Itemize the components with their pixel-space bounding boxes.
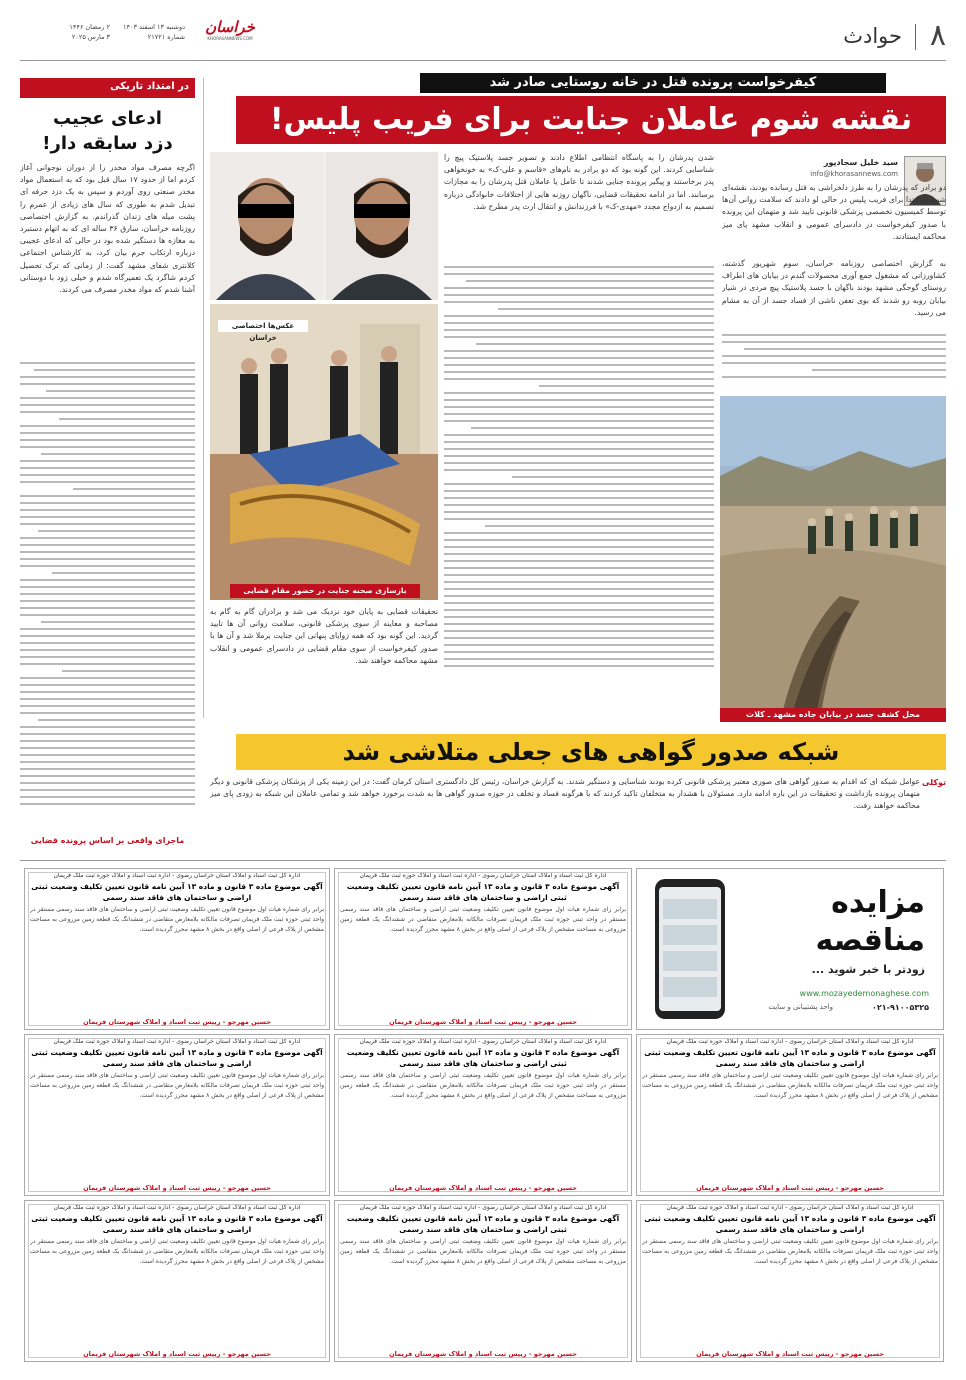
notice-title: آگهی موضوع ماده ۳ قانون و ماده ۱۳ آیین نامه قانون تعیین تکلیف وضعیت ثبتی اراضی و ساختمان های فاقد سند رسمی	[346, 882, 620, 902]
notice-title: آگهی موضوع ماده ۳ قانون و ماده ۱۳ آیین نامه قانون تعیین تکلیف وضعیت ثبتی اراضی و ساختمان های فاقد سند رسمی	[644, 1048, 936, 1068]
sidebar-text: اگرچه مصرف مواد مخدر را از دوران نوجوانی آغاز کردم اما از حدود ۱۷ سال قبل بود که به استعمال مواد مخدر صنعتی روی آوردم و سپس به یک دزد حرفه ای تبدیل شدم به طوری که سال های زیادی از عمرم را پشت میله های زندان گذراندم. به گزارش اختصاصی روزنامه خراسان، سارق ۳۶ ساله ای که به اتهام دستبرد به مغازه ها دستگیر شده بود در حالی که ادعای عجیبی درباره ارتکاب جرم بیان کرد، به کارشناس اجتماعی کلانتری شفای مشهد گفت: از زمانی که ترک تحصیل کردم شاگرد یک تعمیرگاه شدم و خیلی زود با دوستانی آشنا شدم که مواد مخدر مصرف می کردند.	[20, 163, 195, 295]
phone-mockup	[655, 879, 725, 1019]
author-email: info@khorasannews.com	[810, 170, 898, 178]
promo-slogan: زودتر با خبر شوید ...	[811, 963, 925, 976]
second-text: عوامل شبکه ای که اقدام به صدور گواهی های صوری معتبر پزشکی قانونی کرده بودند شناسایی و دستگیر شدند. به گزارش خراسان، رئیس کل دادگستری استان کرمان گفت: در این زمینه یکی از پزشکان پزشکی قانونی و دیگر متهمان پرونده بازداشت و تحقیقات در این باره ادامه دارد. مسئولان با هشدار به متخلفان تاکید کردند که با هرگونه فساد و تخلف در حوزه صدور گواهی ها به شدت برخورد خواهد شد و تمامی عاملان این شبکه به زودی پای میز محاکمه خواهند رفت.	[210, 777, 920, 811]
ads-rule	[20, 860, 946, 861]
suspects-photo	[210, 152, 438, 300]
sidebar	[20, 78, 195, 868]
notice-frame	[640, 1204, 940, 1358]
second-headline: شبکه صدور گواهی های جعلی متلاشی شد	[342, 738, 840, 766]
notice-body: برابر رای شماره هیات اول موضوع قانون تعیین تکلیف وضعیت ثبتی اراضی و ساختمان های فاقد سند رسمی مستقر در واحد ثبتی حوزه ثبت ملک فریمان تصرفات مالکانه بلامعارض متقاضی در ششدانگ یک قطعه زمین مزروعی به مساحت مشخص از پلاک فرعی از اصلی واقع در بخش ۸ مشهد محرز گردیده است.	[30, 1072, 324, 1099]
notice-sign: حسین مهرجو - رییس ثبت اسناد و املاک شهرستان فریمان	[389, 1184, 577, 1192]
notice-head: اداره کل ثبت اسناد و املاک استان خراسان رضوی - اداره ثبت اسناد و املاک حوزه ثبت ملک فریمان	[666, 1038, 914, 1045]
photo-credit: عکس‌ها اختصاصی خراسان	[218, 320, 308, 332]
brand-site: KHORASANNEWS.COM	[207, 36, 253, 41]
notice-head: اداره کل ثبت اسناد و املاک استان خراسان رضوی - اداره ثبت اسناد و املاک حوزه ثبت ملک فریمان	[666, 1204, 914, 1211]
brand-logo	[190, 18, 270, 41]
sidebar-headline-1: ادعای عجیب	[53, 108, 162, 129]
notice-ad[interactable]	[636, 1034, 944, 1196]
notice-frame	[28, 1038, 326, 1192]
notice-title: آگهی موضوع ماده ۳ قانون و ماده ۱۳ آیین نامه قانون تعیین تکلیف وضعیت ثبتی اراضی و ساختمان های فاقد سند رسمی	[31, 1048, 323, 1068]
notice-head: اداره کل ثبت اسناد و املاک استان خراسان رضوی - اداره ثبت اسناد و املاک حوزه ثبت ملک فریمان	[53, 1038, 301, 1045]
scene-photo-caption: بازسازی صحنه جنایت در حضور مقام قضایی	[230, 584, 420, 598]
notice-ad[interactable]	[24, 1034, 330, 1196]
notice-frame	[28, 1204, 326, 1358]
notice-head: اداره کل ثبت اسناد و املاک استان خراسان رضوی - اداره ثبت اسناد و املاک حوزه ثبت ملک فریمان	[359, 1038, 607, 1045]
notice-title: آگهی موضوع ماده ۳ قانون و ماده ۱۳ آیین نامه قانون تعیین تکلیف وضعیت ثبتی اراضی و ساختمان های فاقد سند رسمی	[31, 882, 323, 902]
notice-frame	[28, 872, 326, 1026]
page-number: ۸	[929, 18, 946, 53]
date-hijri: ۲ رمضان ۱۴۴۶	[69, 23, 110, 31]
notice-body: برابر رای شماره هیات اول موضوع قانون تعیین تکلیف وضعیت ثبتی اراضی و ساختمان های فاقد سند رسمی مستقر در واحد ثبتی حوزه ثبت ملک فریمان تصرفات مالکانه بلامعارض متقاضی در ششدانگ یک قطعه زمین مزروعی به مساحت مشخص از پلاک فرعی از اصلی واقع در بخش ۸ مشهد محرز گردیده است.	[340, 1238, 626, 1265]
notice-title: آگهی موضوع ماده ۳ قانون و ماده ۱۳ آیین نامه قانون تعیین تکلیف وضعیت ثبتی اراضی و ساختمان های فاقد سند رسمی	[31, 1214, 323, 1234]
notice-head: اداره کل ثبت اسناد و املاک استان خراسان رضوی - اداره ثبت اسناد و املاک حوزه ثبت ملک فریمان	[53, 1204, 301, 1211]
notice-body: برابر رای شماره هیات اول موضوع قانون تعیین تکلیف وضعیت ثبتی اراضی و ساختمان های فاقد سند رسمی مستقر در واحد ثبتی حوزه ثبت ملک فریمان تصرفات مالکانه بلامعارض متقاضی در ششدانگ یک قطعه زمین مزروعی به مساحت مشخص از پلاک فرعی از اصلی واقع در بخش ۸ مشهد محرز گردیده است.	[340, 906, 626, 933]
notice-body: برابر رای شماره هیات اول موضوع قانون تعیین تکلیف وضعیت ثبتی اراضی و ساختمان های فاقد سند رسمی مستقر در واحد ثبتی حوزه ثبت ملک فریمان تصرفات مالکانه بلامعارض متقاضی در ششدانگ یک قطعه زمین مزروعی به مساحت مشخص از پلاک فرعی از اصلی واقع در بخش ۸ مشهد محرز گردیده است.	[30, 1238, 324, 1265]
notice-frame	[338, 1204, 628, 1358]
notice-body: برابر رای شماره هیات اول موضوع قانون تعیین تکلیف وضعیت ثبتی اراضی و ساختمان های فاقد سند رسمی مستقر در واحد ثبتی حوزه ثبت ملک فریمان تصرفات مالکانه بلامعارض متقاضی در ششدانگ یک قطعه زمین مزروعی به مساحت مشخص از پلاک فرعی از اصلی واقع در بخش ۸ مشهد محرز گردیده است.	[30, 906, 324, 933]
promo-title-2: مناقصه	[815, 923, 925, 958]
notice-ad[interactable]	[24, 1200, 330, 1362]
author-name: سید خلیل سجادپور	[823, 158, 898, 167]
date-block	[115, 22, 185, 42]
notice-ad[interactable]	[334, 1034, 632, 1196]
notice-head: اداره کل ثبت اسناد و املاک استان خراسان رضوی - اداره ثبت اسناد و املاک حوزه ثبت ملک فریمان	[359, 1204, 607, 1211]
notice-frame	[338, 1038, 628, 1192]
promo-support: واحد پشتیبانی و سایت	[768, 1003, 833, 1011]
notice-sign: حسین مهرجو - رییس ثبت اسناد و املاک شهرستان فریمان	[389, 1350, 577, 1358]
sidebar-kicker: در امتداد تاریکی	[20, 78, 195, 98]
notice-title: آگهی موضوع ماده ۳ قانون و ماده ۱۳ آیین نامه قانون تعیین تکلیف وضعیت ثبتی اراضی و ساختمان های فاقد سند رسمی	[346, 1214, 620, 1234]
notice-sign: حسین مهرجو - رییس ثبت اسناد و املاک شهرستان فریمان	[83, 1350, 271, 1358]
sidebar-headline-2: دزد سابقه دار!	[42, 133, 173, 154]
notice-ad[interactable]	[334, 1200, 632, 1362]
notice-title: آگهی موضوع ماده ۳ قانون و ماده ۱۳ آیین نامه قانون تعیین تکلیف وضعیت ثبتی اراضی و ساختمان های فاقد سند رسمی	[644, 1214, 936, 1234]
promo-website[interactable]: www.mozayedemonaghese.com	[799, 989, 929, 998]
promo-title-1: مزایده	[831, 885, 925, 920]
notice-sign: حسین مهرجو - رییس ثبت اسناد و املاک شهرستان فریمان	[83, 1184, 271, 1192]
notice-sign: حسین مهرجو - رییس ثبت اسناد و املاک شهرستان فریمان	[389, 1018, 577, 1026]
notice-body: برابر رای شماره هیات اول موضوع قانون تعیین تکلیف وضعیت ثبتی اراضی و ساختمان های فاقد سند رسمی مستقر در واحد ثبتی حوزه ثبت ملک فریمان تصرفات مالکانه بلامعارض متقاضی در ششدانگ یک قطعه زمین مزروعی به مساحت مشخص از پلاک فرعی از اصلی واقع در بخش ۸ مشهد محرز گردیده است.	[642, 1072, 938, 1099]
main-lead: دو برادر که پدرشان را به طرز دلخراشی به قتل رسانده بودند، نقشه‌ای شوم در ابتدا برای فریب پلیس در حالی لو دادند که سلامت روانی آن‌ها توسط کمیسیون تخصصی پزشکی قانونی تایید شد و متهمان این پرونده با صدور کیفرخواست در دادسرای عمومی و انقلاب مشهد پای میز محاکمه ایستادند.	[722, 183, 946, 241]
kicker: کیفرخواست پرونده قتل در خانه روستایی صادر شد	[489, 75, 817, 90]
date-gregorian: ۳ مارس ۲۰۲۵	[71, 33, 110, 41]
main-bottom-col: تحقیقات قضایی به پایان خود نزدیک می شد و برادران گام به گام به مصاحبه و معاینه از سوی پزشکی قانونی، سلامت روانی آن ها تایید گردید. این گونه بود که همه زوایای پنهانی این جنایت برملا شد و آن ها با صدور کیفرخواست از سوی مقام قضایی در دادسرای عمومی و انقلاب مشهد محاکمه خواهند شد.	[210, 607, 438, 665]
sidebar-text-lines	[20, 362, 195, 832]
date-fa: دوشنبه ۱۳ اسفند ۱۴۰۳	[123, 23, 185, 31]
issue-number: شماره ۲۱۷۲۱	[147, 33, 185, 41]
notice-body: برابر رای شماره هیات اول موضوع قانون تعیین تکلیف وضعیت ثبتی اراضی و ساختمان های فاقد سند رسمی مستقر در واحد ثبتی حوزه ثبت ملک فریمان تصرفات مالکانه بلامعارض متقاضی در ششدانگ یک قطعه زمین مزروعی به مساحت مشخص از پلاک فرعی از اصلی واقع در بخش ۸ مشهد محرز گردیده است.	[642, 1238, 938, 1265]
notice-ad[interactable]	[24, 868, 330, 1030]
main-col2-lines	[444, 266, 714, 681]
field-photo	[720, 396, 946, 722]
section-title: حوادث	[843, 24, 902, 48]
header-rule	[20, 60, 946, 61]
notice-title: آگهی موضوع ماده ۳ قانون و ماده ۱۳ آیین نامه قانون تعیین تکلیف وضعیت ثبتی اراضی و ساختمان های فاقد سند رسمی	[346, 1048, 620, 1068]
notice-frame	[338, 872, 628, 1026]
notice-ad[interactable]	[636, 1200, 944, 1362]
notice-ad[interactable]	[334, 868, 632, 1030]
scene-photo	[210, 304, 438, 600]
main-headline: نقشه شوم عاملان جنایت برای فریب پلیس!	[269, 102, 913, 137]
notice-sign: حسین مهرجو - رییس ثبت اسناد و املاک شهرستان فریمان	[83, 1018, 271, 1026]
date-block-2	[20, 22, 110, 42]
notice-sign: حسین مهرجو - رییس ثبت اسناد و املاک شهرستان فریمان	[696, 1184, 884, 1192]
second-lead-label: توکلی	[921, 778, 946, 787]
notice-body: برابر رای شماره هیات اول موضوع قانون تعیین تکلیف وضعیت ثبتی اراضی و ساختمان های فاقد سند رسمی مستقر در واحد ثبتی حوزه ثبت ملک فریمان تصرفات مالکانه بلامعارض متقاضی در ششدانگ یک قطعه زمین مزروعی به مساحت مشخص از پلاک فرعی از اصلی واقع در بخش ۸ مشهد محرز گردیده است.	[340, 1072, 626, 1099]
notice-sign: حسین مهرجو - رییس ثبت اسناد و املاک شهرستان فریمان	[696, 1350, 884, 1358]
promo-ad[interactable]	[636, 868, 944, 1030]
notice-head: اداره کل ثبت اسناد و املاک استان خراسان رضوی - اداره ثبت اسناد و املاک حوزه ثبت ملک فریمان	[53, 872, 301, 879]
main-col2: شدن پدرشان را به پاسگاه انتظامی اطلاع دادند و تصویر جسد پلاستیک پیچ را شناسایی کردند. این گونه بود که دو برادر به نام‌های «قاسم و علی-ک» به خونخواهی پدر برخاستند و پیگیر پرونده جنایی شدند تا عامل یا عاملان قتل پدرشان را به مجازات برسانند. اما در ادامه تحقیقات قضایی، ناگهان روزنه هایی از اختلافات خانوادگی درباره تصمیم به ازدواج مجدد «مهدی-ک» با فرزندانش و انتقال ارث پدر مطرح شد.	[444, 153, 714, 211]
main-col3: به گزارش اختصاصی روزنامه خراسان، سوم شهریور گذشته، کشاورزانی که مشغول جمع آوری محصولات گندم در بیابان های اطراف روستای گوجگی مشهد بودند ناگهان با جسد پلاستیک پیچ مردی در شیار بیابان روبه رو شدند که بوی تعفن ناشی از فساد جسد از آن به مشام می رسید.	[722, 259, 946, 317]
brand-name: خراسان	[205, 18, 255, 36]
notice-frame	[640, 1038, 940, 1192]
field-photo-caption: محل کشف جسد در بیابان جاده مشهد ـ کلات	[720, 708, 946, 722]
page-header	[20, 18, 946, 58]
main-col3-lines	[722, 334, 946, 386]
sidebar-footer: ماجرای واقعی بر اساس پرونده قضایی	[30, 836, 185, 845]
notice-head: اداره کل ثبت اسناد و املاک استان خراسان رضوی - اداره ثبت اسناد و املاک حوزه ثبت ملک فریمان	[359, 872, 607, 879]
header-divider	[915, 24, 916, 50]
sidebar-divider	[203, 78, 204, 718]
promo-phone[interactable]: ۰۲۱-۹۱۰۰۵۳۲۵	[871, 1003, 929, 1012]
